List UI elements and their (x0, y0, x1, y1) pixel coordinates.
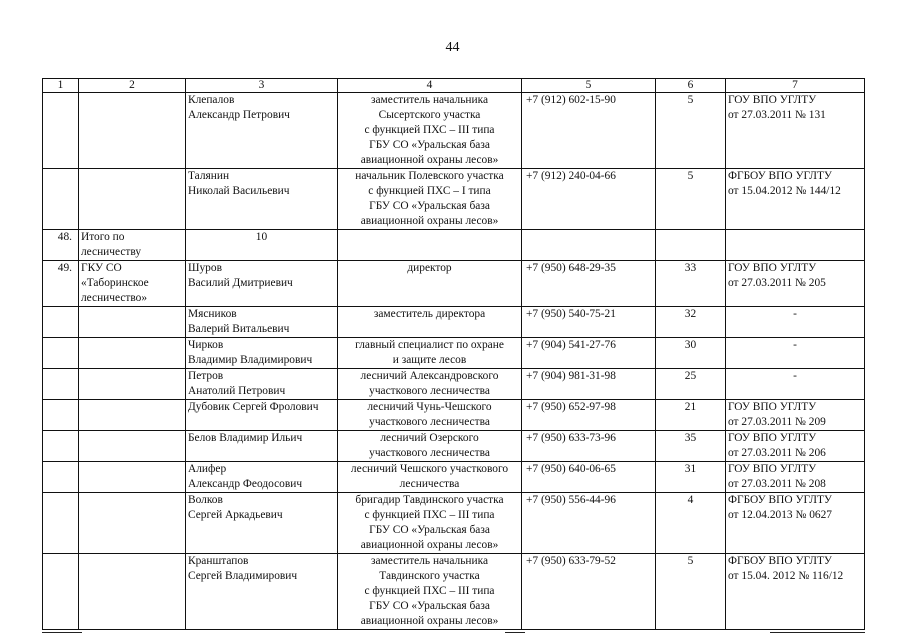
position-line: с функцией ПХС – III типа (364, 509, 495, 521)
full-name-cell (186, 431, 338, 462)
education-cell (726, 169, 865, 230)
position-cell (338, 261, 522, 307)
row-number-cell: 49. (43, 261, 79, 307)
position-line: начальник Полевского участка (355, 170, 504, 182)
row-number-cell (43, 93, 79, 169)
experience-cell: 33 (656, 261, 726, 307)
position-line: заместитель начальника (370, 555, 489, 567)
table-row (43, 431, 865, 462)
education-cell (726, 230, 865, 261)
position-cell (338, 307, 522, 338)
education-cell (726, 369, 865, 400)
organization-line: Итого по (81, 231, 125, 243)
phone-cell: +7 (950) 648-29-35 (522, 261, 656, 307)
column-header: 5 (522, 79, 656, 93)
experience-cell: 5 (656, 93, 726, 169)
education-line: - (793, 339, 797, 351)
row-number-cell (43, 338, 79, 369)
full-name-line: Николай Васильевич (188, 185, 290, 197)
organization-line: ГКУ СО (81, 262, 122, 274)
position-line: лесничества (399, 478, 460, 490)
position-line: и защите лесов (392, 354, 467, 366)
table-row (43, 93, 865, 169)
column-header: 4 (338, 79, 522, 93)
phone-cell: +7 (904) 981-31-98 (522, 369, 656, 400)
experience-cell: 4 (656, 493, 726, 554)
row-number-cell (43, 307, 79, 338)
phone-cell: +7 (950) 556-44-96 (522, 493, 656, 554)
position-cell (338, 400, 522, 431)
phone-cell: +7 (950) 633-79-52 (522, 554, 656, 630)
position-line: лесничий Чешского участкового (350, 463, 509, 475)
education-line: ГОУ ВПО УГЛТУ (728, 401, 817, 413)
table-row (43, 261, 865, 307)
education-cell (726, 338, 865, 369)
full-name-cell (186, 93, 338, 169)
full-name-line: Шуров (188, 262, 222, 274)
experience-cell: 5 (656, 169, 726, 230)
row-number-cell (43, 493, 79, 554)
full-name-line: Сергей Владимирович (188, 570, 298, 582)
organization-cell (79, 230, 186, 261)
full-name-line: Чирков (188, 339, 224, 351)
full-name-cell (186, 230, 338, 261)
education-cell (726, 93, 865, 169)
position-cell (338, 369, 522, 400)
education-cell (726, 554, 865, 630)
full-name-line: Кранштапов (188, 555, 249, 567)
position-line: участкового лесничества (369, 447, 490, 459)
full-name-cell (186, 462, 338, 493)
position-line: с функцией ПХС – III типа (364, 585, 495, 597)
table-row (43, 369, 865, 400)
position-line: лесничий Чунь-Чешского (367, 401, 492, 413)
organization-line: лесничество» (81, 292, 148, 304)
full-name-line: Александр Петрович (188, 109, 290, 121)
position-line: главный специалист по охране (355, 339, 504, 351)
position-line: авиационной охраны лесов» (360, 539, 499, 551)
table-row (43, 307, 865, 338)
position-line: с функцией ПХС – I типа (368, 185, 491, 197)
education-cell (726, 493, 865, 554)
position-line: бригадир Тавдинского участка (355, 494, 504, 506)
organization-cell (79, 554, 186, 630)
phone-cell: +7 (904) 541-27-76 (522, 338, 656, 369)
table-row (43, 400, 865, 431)
position-line: ГБУ СО «Уральская база (369, 600, 490, 612)
position-line: ГБУ СО «Уральская база (369, 200, 490, 212)
phone-cell: +7 (950) 540-75-21 (522, 307, 656, 338)
column-header: 1 (43, 79, 79, 93)
position-line: ГБУ СО «Уральская база (369, 139, 490, 151)
education-cell (726, 261, 865, 307)
table-row (43, 493, 865, 554)
full-name-cell (186, 493, 338, 554)
row-number-cell (43, 462, 79, 493)
full-name-cell (186, 261, 338, 307)
position-cell (338, 493, 522, 554)
full-name-line: Алифер (188, 463, 227, 475)
organization-cell (79, 400, 186, 431)
column-header: 7 (726, 79, 865, 93)
organization-cell (79, 338, 186, 369)
education-line: от 27.03.2011 № 209 (728, 416, 826, 428)
phone-cell: +7 (912) 240-04-66 (522, 169, 656, 230)
education-line: от 27.03.2011 № 205 (728, 277, 826, 289)
full-name-cell (186, 369, 338, 400)
table-row (43, 169, 865, 230)
phone-cell (522, 230, 656, 261)
experience-cell: 25 (656, 369, 726, 400)
position-cell (338, 431, 522, 462)
full-name-line: Мясников (188, 308, 237, 320)
organization-cell (79, 493, 186, 554)
full-name-line: Волков (188, 494, 223, 506)
position-line: ГБУ СО «Уральская база (369, 524, 490, 536)
experience-cell (656, 230, 726, 261)
table-row (43, 554, 865, 630)
bottom-rule-left (42, 632, 82, 633)
phone-cell: +7 (950) 640-06-65 (522, 462, 656, 493)
education-line: ГОУ ВПО УГЛТУ (728, 432, 817, 444)
full-name-line: Белов Владимир Ильич (188, 432, 303, 444)
position-line: Сысертского участка (378, 109, 481, 121)
organization-line: лесничеству (81, 246, 142, 258)
position-cell (338, 93, 522, 169)
column-header: 2 (79, 79, 186, 93)
experience-cell: 5 (656, 554, 726, 630)
organization-cell (79, 93, 186, 169)
position-cell (338, 554, 522, 630)
row-number-cell (43, 554, 79, 630)
experience-cell: 32 (656, 307, 726, 338)
position-cell (338, 338, 522, 369)
education-cell (726, 400, 865, 431)
position-line: заместитель директора (373, 308, 486, 320)
full-name-line: Дубовик Сергей Фролович (188, 401, 319, 413)
position-line: авиационной охраны лесов» (360, 215, 499, 227)
column-header: 3 (186, 79, 338, 93)
full-name-line: 10 (255, 231, 268, 243)
position-cell (338, 462, 522, 493)
bottom-rule-middle (505, 632, 525, 633)
bottom-rule-right (770, 632, 865, 633)
education-cell (726, 307, 865, 338)
education-line: ГОУ ВПО УГЛТУ (728, 94, 817, 106)
full-name-cell (186, 169, 338, 230)
full-name-cell (186, 338, 338, 369)
experience-cell: 31 (656, 462, 726, 493)
phone-cell: +7 (912) 602-15-90 (522, 93, 656, 169)
full-name-cell (186, 307, 338, 338)
education-line: - (793, 370, 797, 382)
position-cell (338, 230, 522, 261)
education-line: от 27.03.2011 № 206 (728, 447, 826, 459)
full-name-cell (186, 400, 338, 431)
table-header-row (43, 79, 865, 93)
organization-cell (79, 307, 186, 338)
position-line: заместитель начальника (370, 94, 489, 106)
full-name-line: Анатолий Петрович (188, 385, 286, 397)
education-line: от 15.04. 2012 № 116/12 (728, 570, 844, 582)
row-number-cell (43, 369, 79, 400)
full-name-line: Владимир Владимирович (188, 354, 313, 366)
table-body (43, 93, 865, 630)
full-name-line: Талянин (188, 170, 230, 182)
phone-cell: +7 (950) 652-97-98 (522, 400, 656, 431)
organization-cell (79, 261, 186, 307)
position-line: директор (407, 262, 452, 274)
position-line: Тавдинского участка (379, 570, 480, 582)
organization-cell (79, 169, 186, 230)
full-name-line: Клепалов (188, 94, 235, 106)
organization-cell (79, 462, 186, 493)
full-name-line: Валерий Витальевич (188, 323, 290, 335)
education-cell (726, 431, 865, 462)
experience-cell: 35 (656, 431, 726, 462)
table-row (43, 230, 865, 261)
position-line: лесничий Озерского (380, 432, 479, 444)
education-line: ГОУ ВПО УГЛТУ (728, 262, 817, 274)
education-cell (726, 462, 865, 493)
education-line: от 27.03.2011 № 208 (728, 478, 826, 490)
row-number-cell (43, 169, 79, 230)
position-line: авиационной охраны лесов» (360, 154, 499, 166)
education-line: от 15.04.2012 № 144/12 (728, 185, 841, 197)
experience-cell: 30 (656, 338, 726, 369)
position-line: с функцией ПХС – III типа (364, 124, 495, 136)
education-line: ФГБОУ ВПО УГЛТУ (728, 494, 832, 506)
organization-line: «Таборинское (81, 277, 149, 289)
row-number-cell: 48. (43, 230, 79, 261)
row-number-cell (43, 400, 79, 431)
column-header: 6 (656, 79, 726, 93)
organization-cell (79, 431, 186, 462)
position-line: авиационной охраны лесов» (360, 615, 499, 627)
education-line: ГОУ ВПО УГЛТУ (728, 463, 817, 475)
education-line: от 12.04.2013 № 0627 (728, 509, 832, 521)
position-line: лесничий Александровского (360, 370, 499, 382)
phone-cell: +7 (950) 633-73-96 (522, 431, 656, 462)
staff-table (42, 78, 865, 630)
full-name-line: Василий Дмитриевич (188, 277, 293, 289)
table-row (43, 338, 865, 369)
full-name-line: Сергей Аркадьевич (188, 509, 283, 521)
education-line: ФГБОУ ВПО УГЛТУ (728, 170, 832, 182)
row-number-cell (43, 431, 79, 462)
experience-cell: 21 (656, 400, 726, 431)
education-line: ФГБОУ ВПО УГЛТУ (728, 555, 832, 567)
full-name-line: Александр Феодосович (188, 478, 303, 490)
organization-cell (79, 369, 186, 400)
page-number: 44 (445, 40, 460, 55)
education-line: от 27.03.2011 № 131 (728, 109, 826, 121)
position-line: участкового лесничества (369, 385, 490, 397)
education-line: - (793, 308, 797, 320)
full-name-cell (186, 554, 338, 630)
full-name-line: Петров (188, 370, 224, 382)
position-cell (338, 169, 522, 230)
position-line: участкового лесничества (369, 416, 490, 428)
table-row (43, 462, 865, 493)
